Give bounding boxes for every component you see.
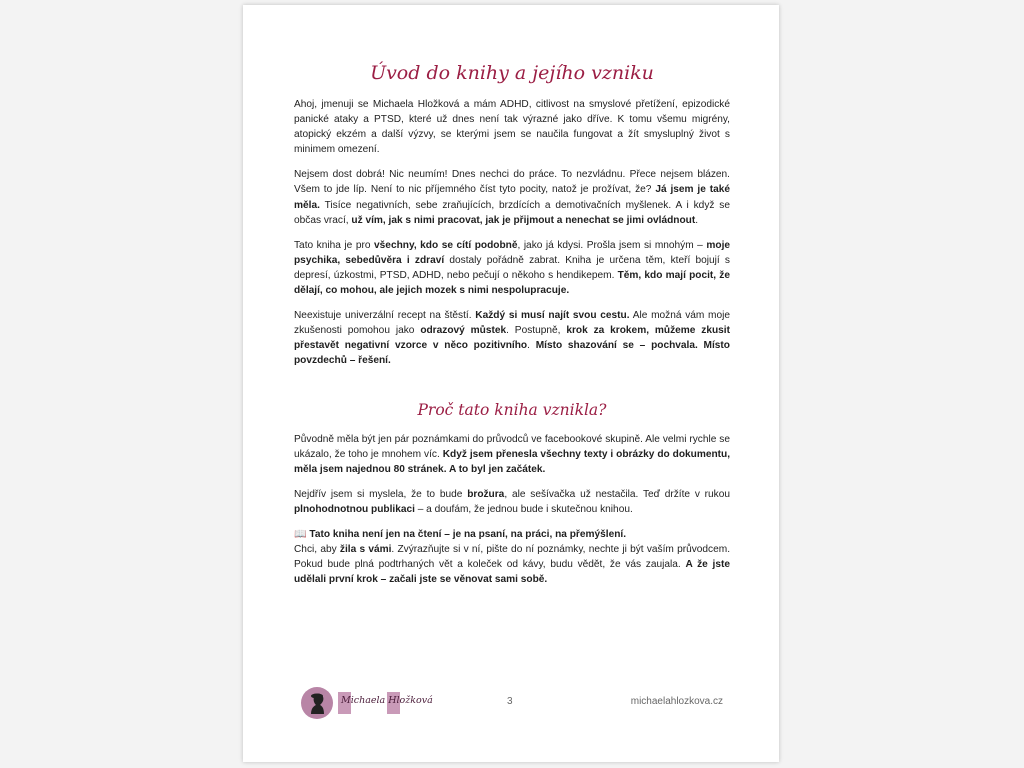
paragraph-self-doubt [294,167,730,227]
logo-text: Michaela Hložková [341,695,433,706]
text-run: Tato kniha je pro [294,239,375,251]
paragraph-recipe [294,308,730,368]
silhouette-avatar-icon [301,687,333,719]
bold-run: všechny, kdo se cítí podobně [374,239,518,251]
bold-run: Tato kniha není jen na čtení – je na psaní, na práci, na přemýšlení. [306,528,627,540]
text-run: – a doufám, že jednou bude i skutečnou knihou. [414,503,633,515]
text-run: Nejsem dost dobrá! Nic neumím! Dnes nechci do práce. To nezvládnu. Přece nejsem blázen. Všem to jde líp. Není to nic příjemného číst tyto pocity, natož je prožívat, že? [294,169,730,196]
text-run: , jako já kdysi. Prošla jsem si mnohým – [517,239,707,251]
bold-run: už vím, jak s nimi pracovat, jak je přijmout a nenechat se jimi ovládnout [351,214,696,226]
text-run: Neexistuje univerzální recept na štěstí. [294,310,476,322]
page-content [294,61,730,597]
text-run: . Postupně, [506,325,567,337]
bold-run: A že jste udělali první krok – začali jste se věnovat sami sobě. [294,559,730,586]
brand-logo [301,685,451,721]
paragraph-brochure [294,487,730,517]
chapter-title: Úvod do knihy a jejího vzniku [370,62,654,84]
text-run: . Zvýrazňujte si v ní, pište do ní poznámky, nechte ji být vaším průvodcem. Pokud bude plná podtrhaných vět a koleček od kávy, budu vědět, že vás zaujala. [294,544,731,571]
page-number: 3 [507,696,513,707]
document-page [243,5,779,762]
text-run: Tisíce negativních, sebe zraňujících, brzdících a demotivačních myšlenek. A i když se občas vrací, [294,199,730,226]
page-footer [301,685,723,721]
bold-run: Místo shazování se – pochvala. Místo povzdechů – řešení. [294,340,730,367]
paragraph-workbook [294,527,730,587]
text-run: , ale sešívačka už nestačila. Teď držíte v rukou [504,488,731,500]
text-run: Chci, aby [294,544,340,556]
paragraph-audience [294,238,730,298]
bold-run: Každý si musí najít svou cestu. [475,310,630,322]
text-run: Původně měla být jen pár poznámkami do průvodců ve facebookové skupině. Ale velmi rychle se ukázalo, že toho je mnohem víc. [294,433,730,460]
paragraph-origin [294,432,730,477]
bold-run: plnohodnotnou publikaci [294,503,415,515]
text-run: Nejdřív jsem si myslela, že to bude [294,488,468,500]
section-heading: Proč tato kniha vznikla? [417,400,607,419]
text-run: Ale možná vám moje zkušenosti pomohou jako [294,310,730,337]
text-run: . [695,214,699,226]
text-run: dostaly pořádně zabrat. Kniha je určena těm, kteří bojují s depresí, úzkostmi, PTSD, ADHD, nebo pečují o někoho s hendikepem. [294,254,730,281]
bold-run: krok za krokem, můžeme zkusit přestavět negativní vzorce v něco pozitivního [294,325,730,352]
bold-run: odrazový můstek [420,325,507,337]
website-link[interactable]: michaelahlozkova.cz [630,696,723,707]
open-book-icon: 📖 [294,528,307,540]
bold-run: Když jsem přenesla všechny texty i obrázky do dokumentu, měla jsem najednou 80 stránek. A to byl jen začátek. [294,448,731,475]
bold-run: Já jsem je také měla. [294,184,730,211]
paragraph-intro: Ahoj, jmenuji se Michaela Hložková a mám ADHD, citlivost na smyslové přetížení, epizodické panické ataky a PTSD, které už dnes není tak výrazné jako dříve. K tomu všemu migrény, atopický ekzém a další výzvy, se kterými jsem se naučila fungovat a žít smysluplný život s minimem omezení. [294,99,730,156]
bold-run: brožura [467,488,505,500]
bold-run: Těm, kdo mají pocit, že dělají, co mohou, ale jejich mozek s nimi nespolupracuje. [294,269,730,297]
bold-run: moje psychika, sebedůvěra i zdraví [294,239,731,266]
bold-run: žila s vámi [339,544,392,556]
text-run: . [527,340,536,352]
